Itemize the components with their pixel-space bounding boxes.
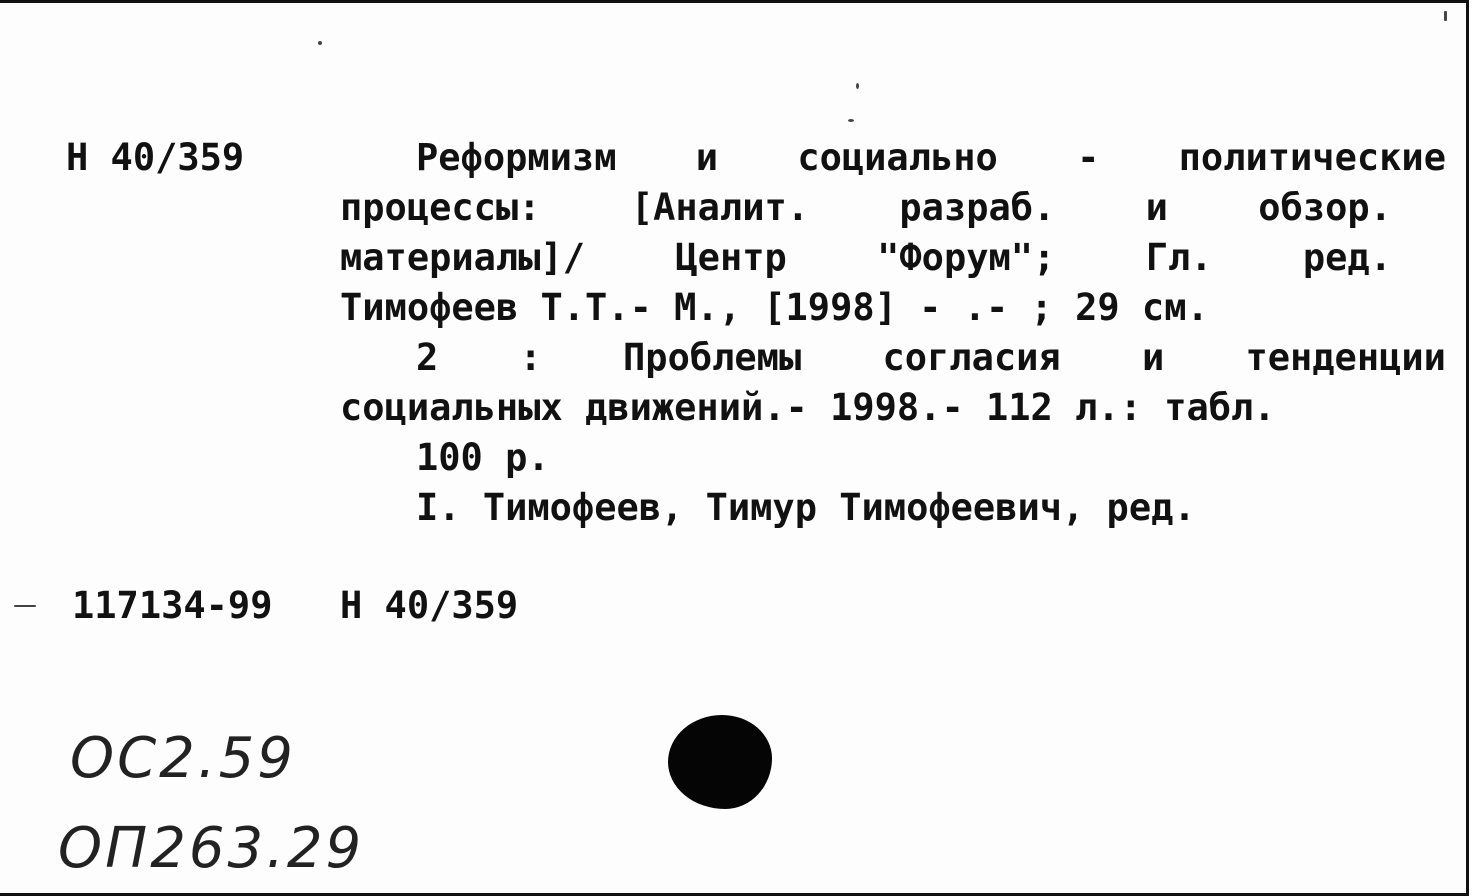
word: социально	[797, 136, 998, 179]
title-line-3	[340, 236, 1392, 279]
word: [Аналит.	[630, 186, 810, 229]
handwritten-code-1: ОС2.59	[70, 726, 296, 791]
word: и	[1141, 336, 1165, 379]
word: 2	[416, 336, 439, 379]
volume-line	[416, 336, 1446, 379]
word: тенденции	[1245, 336, 1446, 379]
word: материалы]/	[340, 236, 586, 279]
accession-number: 117134-99	[72, 584, 273, 627]
punch-hole	[668, 715, 772, 809]
word: согласия	[882, 336, 1061, 379]
word: процессы:	[340, 186, 541, 229]
word: Центр	[675, 236, 787, 279]
speck	[14, 605, 36, 607]
word: и	[695, 136, 719, 179]
word: политические	[1178, 136, 1446, 179]
word: обзор.	[1258, 186, 1392, 229]
word: "Форум";	[877, 236, 1056, 279]
editor-entry: I. Тимофеев, Тимур Тимофеевич, ред.	[416, 486, 1196, 529]
word: Гл.	[1145, 236, 1213, 279]
word: ред.	[1302, 236, 1392, 279]
speck	[856, 83, 859, 89]
volume-title-line: социальных движений.- 1998.- 112 л.: табл.	[340, 386, 1276, 429]
accession-call-number: Н 40/359	[340, 584, 519, 627]
speck	[318, 41, 322, 45]
word: Реформизм	[416, 136, 617, 179]
price-line: 100 р.	[416, 436, 550, 479]
call-number: Н 40/359	[66, 136, 245, 179]
title-line-2	[340, 186, 1392, 229]
word: и	[1145, 186, 1168, 229]
handwritten-code-2: ОП263.29	[58, 816, 365, 881]
word: -	[1077, 136, 1100, 179]
word: разраб.	[899, 186, 1056, 229]
speck	[1444, 11, 1447, 21]
author-line: Тимофеев Т.Т.- М., [1998] - .- ; 29 см.	[340, 286, 1209, 329]
word: Проблемы	[623, 336, 802, 379]
title-line-1	[416, 136, 1446, 179]
word: :	[519, 336, 542, 379]
speck	[848, 119, 854, 122]
